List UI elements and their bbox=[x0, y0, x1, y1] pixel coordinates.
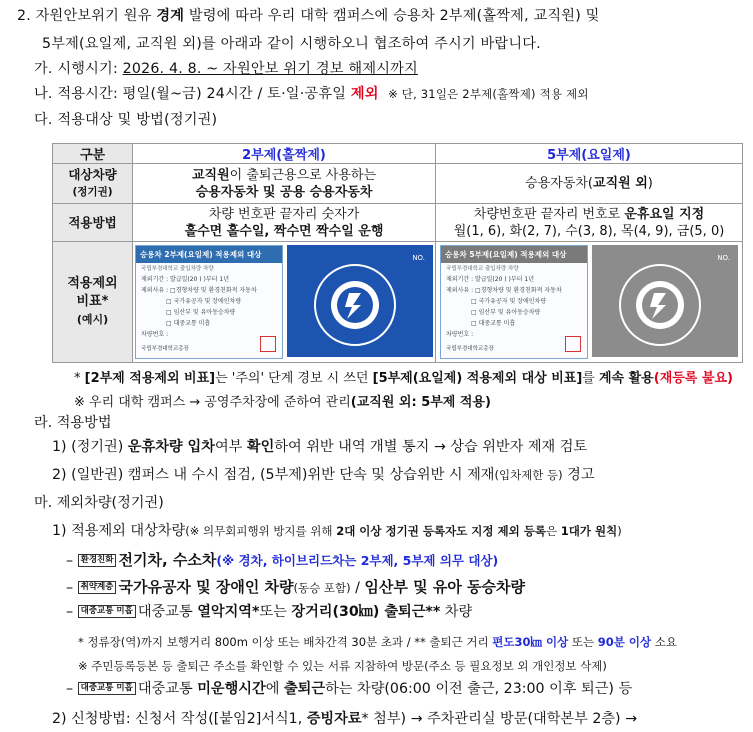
exempt-heading: 마. 제외차량(정기권) bbox=[34, 495, 164, 511]
period-line bbox=[34, 59, 418, 79]
item-text: 에 bbox=[265, 681, 284, 697]
university-seal-grey bbox=[592, 245, 738, 357]
permit-form-line: □ 대중교통 미흡 bbox=[471, 320, 516, 327]
permit-form-footer: 국립부경대학교총장 bbox=[141, 346, 189, 352]
row-label-line: 적용제외 bbox=[67, 276, 118, 291]
item-text: 하는 차량(06:00 이전 출근, 23:00 이후 퇴근) 등 bbox=[325, 681, 633, 697]
row-label-line: (예시) bbox=[76, 313, 109, 326]
row-label-target bbox=[53, 164, 133, 204]
intro-line-2: 5부제(요일제, 교직원 외)를 아래과 같이 시행하오니 협조하여 주시기 바랍니다. bbox=[42, 36, 541, 52]
time-line bbox=[34, 84, 589, 104]
item-text: (입차제한 등) bbox=[494, 468, 563, 482]
permit-form-line: 제외기간 : 발급일(20 ) )부터 1년 bbox=[141, 276, 229, 283]
excluded-label: 제외 bbox=[350, 86, 379, 102]
permit-no-label: NO. bbox=[412, 254, 425, 262]
row-label-permit bbox=[53, 242, 133, 363]
method-heading: 라. 적용방법 bbox=[34, 415, 112, 431]
cell-text: 승용자동차( bbox=[525, 176, 594, 191]
cell-text: 승용자동차 및 공용 승용자동차 bbox=[195, 184, 373, 200]
alert-level: 경계 bbox=[156, 8, 185, 24]
item-text: 편도30㎞ 이상 bbox=[492, 635, 569, 649]
item-text: / bbox=[350, 580, 365, 596]
exempt-transit-criteria bbox=[78, 633, 677, 651]
policy-table bbox=[52, 143, 743, 363]
item-text: 전기차, 수소차 bbox=[118, 551, 217, 569]
item-text: 출퇴근 bbox=[283, 681, 326, 697]
item-text: 1대가 원칙 bbox=[560, 524, 618, 538]
row-label-line: 대상차량 bbox=[68, 167, 117, 182]
note-text: (재등록 불요) bbox=[653, 371, 733, 386]
table-header-2bu: 2부제(홀짝제) bbox=[133, 144, 436, 164]
note-text: (교직원 외: 5부제 적용) bbox=[350, 395, 491, 410]
permit-5bu bbox=[436, 242, 743, 363]
cell-text: 교직원 외 bbox=[593, 176, 648, 191]
permit-form-line: □ 국가유공자 및 장애인차량 bbox=[166, 298, 242, 305]
note-text: [5부제(요일제) 적용제외 대상 비표] bbox=[372, 371, 583, 386]
item-text: 국가유공자 및 장애인 차량 bbox=[118, 578, 294, 596]
exempt-vulnerable: – 취약계층 국가유공자 및 장애인 차량(동승 포함) / 임산부 및 유아 동승차량 bbox=[66, 578, 525, 596]
item-text: 또는 bbox=[259, 604, 292, 620]
item-text: 1) 적용제외 대상차량 bbox=[52, 523, 186, 539]
item-text: 대중교통 bbox=[137, 604, 198, 620]
exempt-eco: – 환경친화 전기차, 수소차(※ 경차, 하이브리드차는 2부제, 5부제 의무 대상) bbox=[66, 551, 499, 569]
permit-form-sub: 국립부경대학교 출입차량 차량 bbox=[446, 266, 519, 272]
permit-form-2bu bbox=[135, 245, 283, 359]
cell-text: 교직원 bbox=[191, 167, 230, 183]
permit-form-footer: 국립부경대학교총장 bbox=[446, 346, 494, 352]
item-text: 열악지역* bbox=[197, 604, 260, 620]
cell-text: 월(1, 6), 화(2, 7), 수(3, 8), 목(4, 9), 금(5, 0) bbox=[453, 223, 725, 239]
permit-no-label: NO. bbox=[717, 254, 730, 262]
permit-form-line: 제외기간 : 발급일(20 ) )부터 1년 bbox=[446, 276, 534, 283]
row-label-line: 비표* bbox=[76, 294, 109, 309]
stamp-icon bbox=[565, 336, 581, 352]
seal-emblem-icon bbox=[287, 245, 433, 357]
item-text: 2) 신청방법: 신청서 작성([붙임2]서식1, bbox=[52, 711, 307, 727]
target-heading: 다. 적용대상 및 방법(정기권) bbox=[34, 112, 218, 128]
cell-text: ) bbox=[647, 176, 653, 191]
row-label-line: (정기권) bbox=[72, 186, 113, 198]
exempt-document-note: ※ 주민등록등본 등 출퇴근 주소를 확인할 수 있는 서류 지참하여 방문(주소 등 필요정보 외 개인정보 삭제) bbox=[78, 659, 607, 673]
permit-form-line: 제외사유 : □경형차량 및 환경친화적 자동차 bbox=[141, 287, 257, 294]
intro-text: 2. 자원안보위기 원유 bbox=[17, 8, 157, 24]
table-header-5bu: 5부제(요일제) bbox=[436, 144, 743, 164]
period-value: 2026. 4. 8. ~ 자원안보 위기 경보 해제시까지 bbox=[122, 61, 418, 77]
item-text: (※ 경차, 하이브리드차는 2부제, 5부제 의무 대상) bbox=[216, 553, 499, 568]
note-text: [2부제 적용제외 비표] bbox=[84, 371, 216, 386]
item-text: 은 bbox=[545, 524, 561, 538]
method-item-1 bbox=[52, 438, 587, 456]
item-text: 증빙자료 bbox=[306, 711, 362, 727]
category-tag: 대중교통 미흡 bbox=[78, 682, 136, 695]
item-text: 장거리(30㎞) 출퇴근** bbox=[291, 604, 441, 620]
category-tag: 환경친화 bbox=[78, 554, 117, 567]
cell-text: 이 출퇴근용으로 사용하는 bbox=[229, 167, 377, 183]
target-5bu bbox=[436, 164, 743, 204]
item-text: 임산부 및 유아 동승차량 bbox=[364, 578, 525, 596]
cell-text: 홀수면 홀수일, 짝수면 짝수일 운행 bbox=[184, 223, 384, 239]
note-text: 를 bbox=[582, 371, 599, 386]
exempt-transit-remote: – 대중교통 미흡 대중교통 열악지역*또는 장거리(30㎞) 출퇴근** 차량 bbox=[66, 604, 473, 620]
note-text: 는 '주의' 단계 경보 시 쓰던 bbox=[215, 371, 373, 386]
item-text: (동승 포함) bbox=[293, 581, 351, 595]
apply-method bbox=[52, 710, 637, 728]
permit-form-5bu bbox=[440, 245, 588, 359]
item-text: 확인 bbox=[246, 439, 275, 455]
exempt-item-1 bbox=[52, 522, 622, 540]
item-text: 90분 이상 bbox=[597, 635, 652, 649]
method-item-2 bbox=[52, 466, 595, 484]
target-2bu bbox=[133, 164, 436, 204]
time-label: 나. 적용시간: 평일(월~금) 24시간 / 토·일·공휴일 bbox=[34, 86, 351, 102]
method-5bu bbox=[436, 204, 743, 242]
category-tag: 취약계층 bbox=[78, 581, 117, 594]
note-permit-reuse bbox=[74, 370, 733, 388]
permit-form-line: □ 임산부 및 유아동승차량 bbox=[166, 309, 236, 316]
item-text: 2) (일반권) 캠퍼스 내 수시 점검, (5부제)위반 단속 및 상습위반 시 제재 bbox=[52, 467, 495, 483]
time-note: ※ 단, 31일은 2부제(홀짝제) 적용 제외 bbox=[388, 87, 589, 101]
item-text: 운휴차량 입차 bbox=[127, 439, 215, 455]
period-label: 가. 시행시기: bbox=[34, 61, 123, 77]
permit-form-title: 승용차 5부제(요일제) 적용제외 대상 bbox=[441, 246, 587, 263]
note-text: ※ 우리 대학 캠퍼스 → 공영주차장에 준하여 관리 bbox=[74, 395, 351, 410]
item-text: 소요 bbox=[651, 635, 677, 649]
item-text: 또는 bbox=[568, 635, 598, 649]
cell-text: 운휴요일 지정 bbox=[624, 206, 705, 222]
permit-form-sub: 국립부경대학교 출입차량 차량 bbox=[141, 266, 214, 272]
intro-text: 발령에 따라 우리 대학 캠퍼스에 승용차 2부제(홀짝제, 교직원) 및 bbox=[184, 8, 600, 24]
method-2bu bbox=[133, 204, 436, 242]
permit-2bu bbox=[133, 242, 436, 363]
stamp-icon bbox=[260, 336, 276, 352]
permit-form-line: □ 임산부 및 유아동승차량 bbox=[471, 309, 541, 316]
item-text: 대중교통 bbox=[137, 681, 198, 697]
table-header-category: 구분 bbox=[53, 144, 133, 164]
item-text: 차량 bbox=[440, 604, 473, 620]
item-text: * 첨부) → 주차관리실 방문(대학본부 2층) → bbox=[361, 711, 637, 727]
item-text: 경고 bbox=[562, 467, 595, 483]
permit-form-line: □ 대중교통 미흡 bbox=[166, 320, 211, 327]
item-text: * 정류장(역)까지 보행거리 800m 이상 또는 배차간격 30분 초과 / ** 출퇴근 거리 bbox=[78, 635, 493, 649]
permit-form-line: 제외사유 : □경형차량 및 환경친화적 자동차 bbox=[446, 287, 562, 294]
exempt-transit-hours: – 대중교통 미흡 대중교통 미운행시간에 출퇴근하는 차량(06:00 이전 출근, 23:00 이후 퇴근) 등 bbox=[66, 681, 633, 697]
permit-form-line: 차량번호 : bbox=[446, 331, 474, 338]
item-text: 미운행시간 bbox=[197, 681, 266, 697]
item-text: 하여 위반 내역 개별 통지 → 상습 위반자 제재 검토 bbox=[274, 439, 588, 455]
university-seal-blue bbox=[287, 245, 433, 357]
permit-form-title: 승용차 2부제(요일제) 적용제외 대상 bbox=[136, 246, 282, 263]
item-text: ) bbox=[617, 524, 622, 538]
cell-text: 차량번호판 끝자리 번호로 bbox=[473, 206, 625, 222]
row-label-method: 적용방법 bbox=[53, 204, 133, 242]
cell-text: 차량 번호판 끝자리 숫자가 bbox=[208, 206, 360, 222]
note-campus-management bbox=[74, 394, 491, 412]
item-text: 여부 bbox=[214, 439, 247, 455]
intro-line-1 bbox=[17, 6, 600, 26]
item-text: (※ 의무회피행위 방지를 위해 bbox=[185, 524, 337, 538]
permit-form-line: □ 국가유공자 및 장애인차량 bbox=[471, 298, 547, 305]
note-text: 계속 활용 bbox=[598, 371, 654, 386]
item-text: 2대 이상 정기권 등록자도 지정 제외 등록 bbox=[336, 524, 546, 538]
item-text: 1) (정기권) bbox=[52, 439, 128, 455]
category-tag: 대중교통 미흡 bbox=[78, 605, 136, 618]
permit-form-line: 차량번호 : bbox=[141, 331, 169, 338]
seal-emblem-icon bbox=[592, 245, 738, 357]
note-text: * bbox=[74, 371, 85, 386]
